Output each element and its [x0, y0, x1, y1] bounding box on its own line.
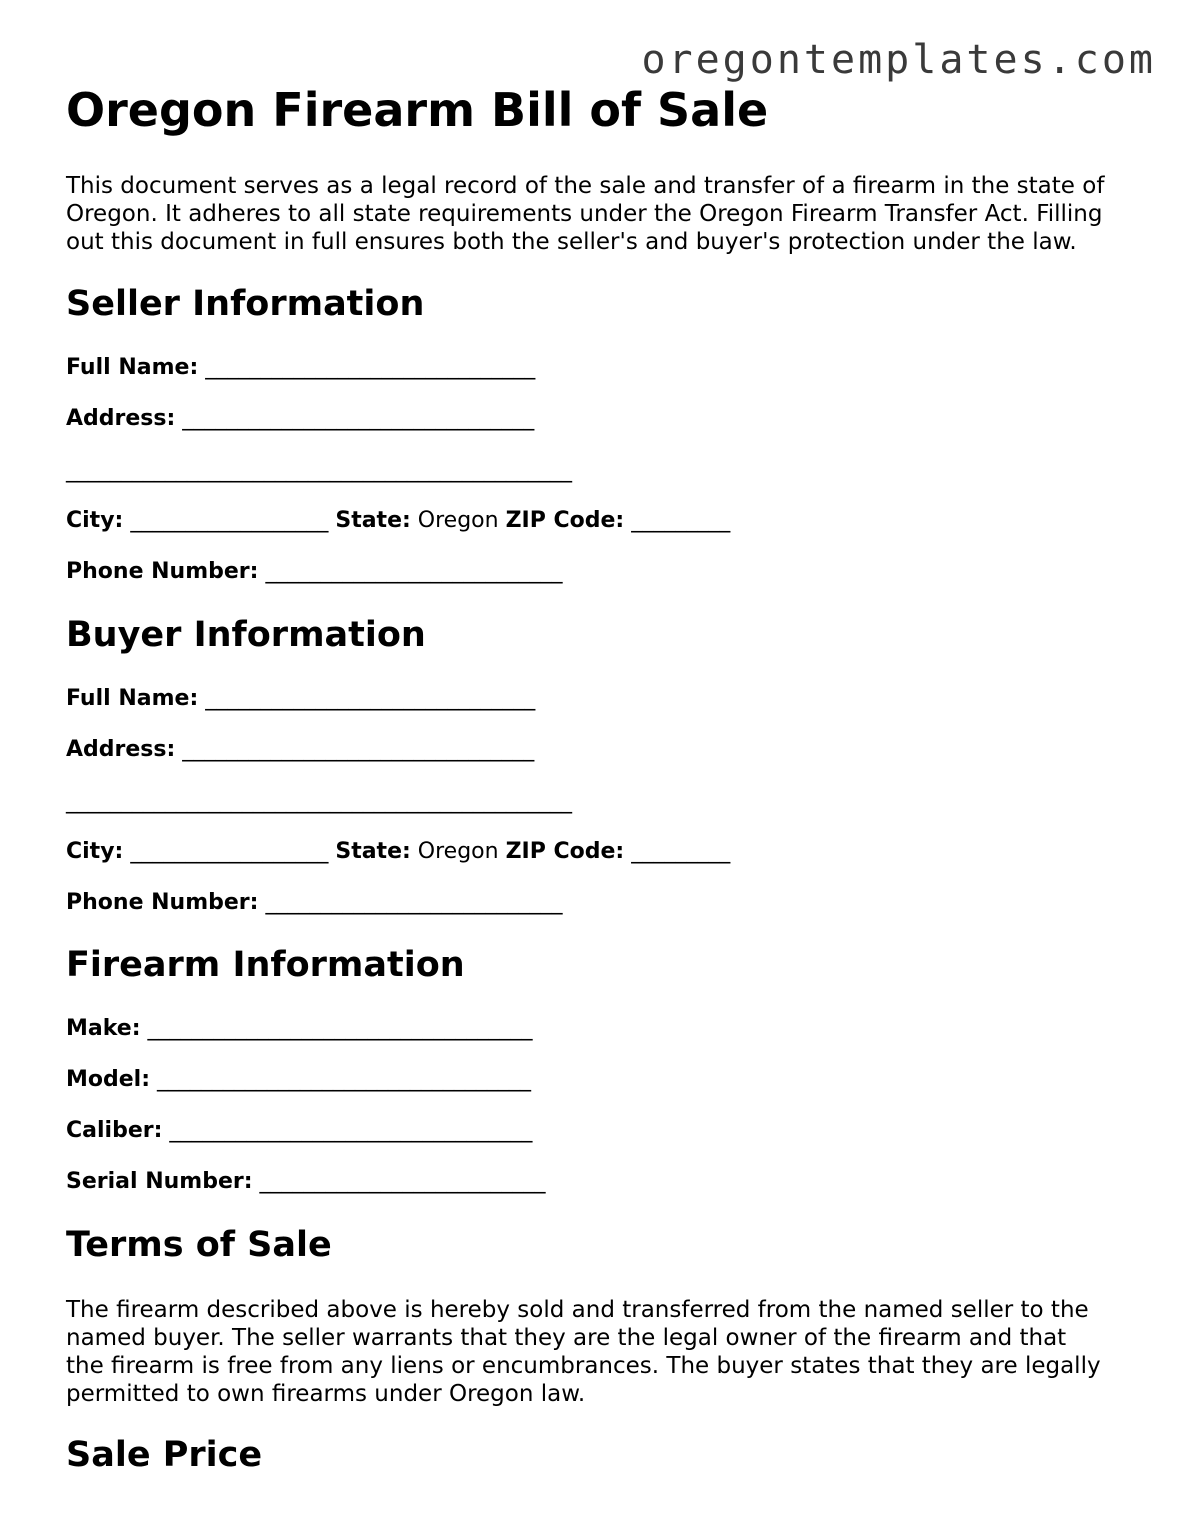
- buyer-address-field[interactable]: [66, 737, 534, 763]
- buyer-address-line2[interactable]: [66, 789, 572, 815]
- site-watermark: oregontemplates.com: [641, 37, 1156, 83]
- buyer-state-value: Oregon: [417, 839, 499, 864]
- seller-address-blank[interactable]: ________________________________: [182, 406, 535, 431]
- seller-address-line2-blank[interactable]: ______________________________________________: [66, 458, 572, 483]
- buyer-zip-label: ZIP Code:: [505, 839, 625, 864]
- firearm-make-blank[interactable]: ___________________________________: [147, 1016, 533, 1041]
- firearm-make-field[interactable]: [66, 1016, 533, 1042]
- seller-zip-label: ZIP Code:: [505, 508, 625, 533]
- firearm-caliber-blank[interactable]: _________________________________: [169, 1118, 533, 1143]
- firearm-model-field[interactable]: [66, 1067, 531, 1093]
- buyer-address-blank[interactable]: ________________________________: [182, 737, 535, 762]
- intro-line: out this document in full ensures both the seller's and buyer's protection under the law.: [66, 229, 1077, 255]
- firearm-serial-field[interactable]: [66, 1169, 546, 1195]
- buyer-zip-blank[interactable]: _________: [631, 839, 731, 864]
- firearm-caliber-field[interactable]: [66, 1118, 532, 1144]
- sale-price-heading: Sale Price: [66, 1435, 263, 1475]
- seller-state-value: Oregon: [417, 508, 499, 533]
- terms-line: named buyer. The seller warrants that they are the legal owner of the firearm and that: [66, 1325, 1067, 1351]
- seller-full-name-label: Full Name:: [66, 355, 199, 380]
- firearm-serial-blank[interactable]: __________________________: [259, 1169, 546, 1194]
- buyer-address-line2-blank[interactable]: ______________________________________________: [66, 789, 572, 814]
- seller-full-name-blank[interactable]: ______________________________: [205, 355, 536, 380]
- seller-address-field[interactable]: [66, 406, 534, 432]
- buyer-full-name-blank[interactable]: ______________________________: [205, 686, 536, 711]
- seller-full-name-field[interactable]: [66, 355, 535, 381]
- seller-phone-field[interactable]: [66, 559, 562, 585]
- firearm-caliber-label: Caliber:: [66, 1118, 163, 1143]
- seller-city-blank[interactable]: __________________: [130, 508, 329, 533]
- firearm-model-label: Model:: [66, 1067, 151, 1092]
- seller-phone-label: Phone Number:: [66, 559, 259, 584]
- seller-city-state-zip-row: [66, 508, 730, 534]
- buyer-phone-label: Phone Number:: [66, 890, 259, 915]
- firearm-model-blank[interactable]: __________________________________: [157, 1067, 532, 1092]
- buyer-phone-blank[interactable]: ___________________________: [265, 890, 563, 915]
- buyer-phone-field[interactable]: [66, 890, 562, 916]
- terms-line: permitted to own firearms under Oregon law.: [66, 1381, 586, 1407]
- seller-state-label: State:: [335, 508, 411, 533]
- buyer-full-name-field[interactable]: [66, 686, 535, 712]
- terms-line: The firearm described above is hereby sold and transferred from the named seller to the: [66, 1297, 1089, 1323]
- seller-heading: Seller Information: [66, 284, 425, 324]
- firearm-make-label: Make:: [66, 1016, 141, 1041]
- intro-paragraph: [66, 172, 1136, 256]
- buyer-full-name-label: Full Name:: [66, 686, 199, 711]
- seller-zip-blank[interactable]: _________: [631, 508, 731, 533]
- terms-paragraph: [66, 1296, 1136, 1408]
- buyer-city-label: City:: [66, 839, 124, 864]
- buyer-city-state-zip-row: [66, 839, 730, 865]
- buyer-heading: Buyer Information: [66, 615, 426, 655]
- intro-line: This document serves as a legal record of the sale and transfer of a firearm in the state of: [66, 173, 1105, 199]
- terms-heading: Terms of Sale: [66, 1225, 332, 1265]
- buyer-city-blank[interactable]: __________________: [130, 839, 329, 864]
- firearm-serial-label: Serial Number:: [66, 1169, 253, 1194]
- seller-city-label: City:: [66, 508, 124, 533]
- seller-address-line2[interactable]: [66, 458, 572, 484]
- document-title: Oregon Firearm Bill of Sale: [66, 83, 769, 137]
- buyer-state-label: State:: [335, 839, 411, 864]
- intro-line: Oregon. It adheres to all state requirements under the Oregon Firearm Transfer Act. Filling: [66, 201, 1103, 227]
- seller-address-label: Address:: [66, 406, 176, 431]
- terms-line: the firearm is free from any liens or encumbrances. The buyer states that they are legally: [66, 1353, 1101, 1379]
- seller-phone-blank[interactable]: ___________________________: [265, 559, 563, 584]
- buyer-address-label: Address:: [66, 737, 176, 762]
- firearm-heading: Firearm Information: [66, 945, 465, 985]
